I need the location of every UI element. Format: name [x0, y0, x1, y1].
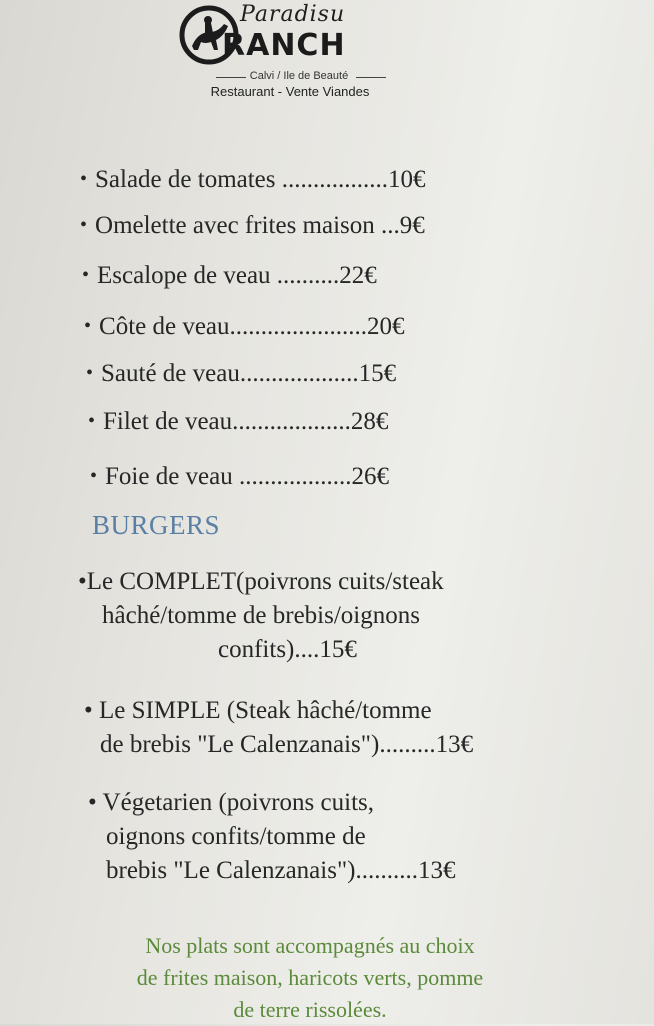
burger-line: • Végetarien (poivrons cuits, [88, 789, 374, 816]
bullet-icon: • [82, 264, 90, 286]
menu-item-text: Sauté de veau...................15€ [101, 360, 397, 387]
burger-item-vegetarien [88, 786, 455, 888]
tagline-text: Restaurant - Vente Viandes [210, 84, 370, 99]
note-line: de frites maison, haricots verts, pomme [136, 965, 484, 990]
logo-name: RANCH [222, 28, 346, 63]
bullet-icon: • [90, 465, 98, 487]
ranch-logo [178, 2, 388, 98]
bullet-icon: • [84, 315, 92, 337]
bullet-icon: • [80, 214, 88, 236]
menu-item [86, 360, 396, 388]
menu-item-text: Salade de tomates .................10€ [95, 166, 426, 193]
burger-item-simple [84, 694, 473, 762]
menu-item-text: Escalope de veau ..........22€ [97, 262, 377, 289]
menu-item-text: Filet de veau...................28€ [103, 408, 389, 435]
menu-item [82, 262, 377, 290]
burger-line: • Le SIMPLE (Steak hâché/tomme [84, 697, 432, 724]
menu-item-text: Foie de veau ..................26€ [105, 463, 389, 490]
burger-line: de brebis "Le Calenzanais").........13€ [100, 731, 474, 758]
menu-item [80, 166, 426, 194]
note-line: Nos plats sont accompagnés au choix [145, 933, 475, 958]
burger-line: •Le COMPLET(poivrons cuits/steak [78, 568, 444, 595]
burger-line: confits)....15€ [218, 636, 357, 663]
burger-item-complet [78, 565, 444, 667]
menu-item-text: Omelette avec frites maison ...9€ [95, 212, 425, 239]
burgers-heading: BURGERS [92, 510, 221, 540]
menu-item [80, 212, 425, 240]
bullet-icon: • [86, 362, 94, 384]
location-text: Calvi / Ile de Beauté [214, 70, 384, 82]
bullet-icon: • [80, 168, 88, 190]
bullet-icon: • [88, 410, 96, 432]
menu-item [88, 408, 388, 436]
menu-item [90, 463, 389, 491]
menu-item [84, 313, 405, 341]
burger-line: brebis "Le Calenzanais")..........13€ [106, 857, 456, 884]
burger-line: hâché/tomme de brebis/oignons [102, 602, 420, 629]
side-dishes-note [70, 930, 550, 1026]
burger-line: oignons confits/tomme de [106, 823, 366, 850]
note-line: de terre rissolées. [233, 997, 387, 1022]
menu-item-text: Côte de veau......................20€ [99, 313, 405, 340]
logo-script-text: Paradisu [240, 2, 346, 27]
